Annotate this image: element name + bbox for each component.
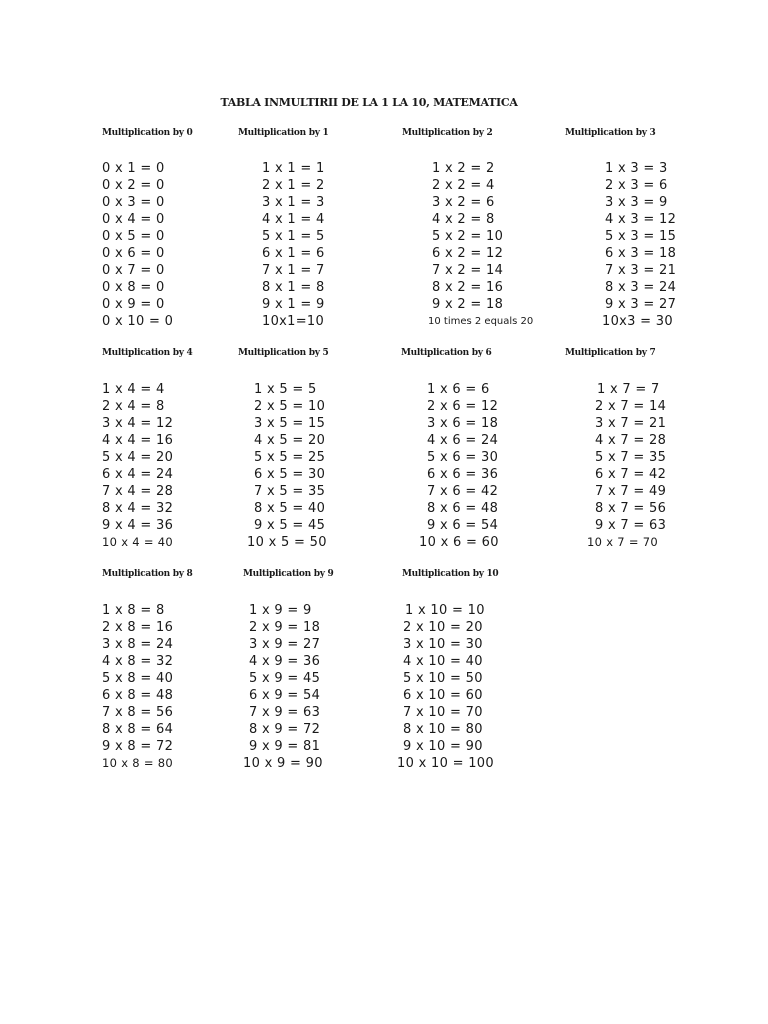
equation-row: 4 x 5 = 20 — [254, 433, 326, 448]
equation-list — [102, 381, 173, 551]
equation-row: 3 x 10 = 30 — [403, 637, 483, 652]
equation-row: 10 x 5 = 50 — [247, 535, 327, 550]
equation-row: 3 x 2 = 6 — [432, 195, 495, 210]
table-heading: Multiplication by 5 — [238, 348, 329, 358]
equation-row: 10 times 2 equals 20 — [428, 316, 534, 327]
equation-row: 5 x 9 = 45 — [249, 671, 321, 686]
equation-row: 7 x 3 = 21 — [605, 263, 677, 278]
equation-row: 9 x 4 = 36 — [102, 518, 174, 533]
equation-row: 2 x 1 = 2 — [262, 178, 325, 193]
table-heading: Multiplication by 9 — [243, 569, 334, 579]
equation-row: 1 x 4 = 4 — [102, 382, 165, 397]
equation-row: 2 x 4 = 8 — [102, 399, 165, 414]
equation-row: 7 x 9 = 63 — [249, 705, 321, 720]
equation-row: 2 x 10 = 20 — [403, 620, 483, 635]
equation-row: 8 x 7 = 56 — [595, 501, 667, 516]
equation-row: 8 x 8 = 64 — [102, 722, 174, 737]
equation-row: 5 x 8 = 40 — [102, 671, 174, 686]
equation-row: 0 x 6 = 0 — [102, 246, 165, 261]
equation-list — [102, 602, 173, 772]
table-heading: Multiplication by 4 — [102, 348, 193, 358]
equation-row: 3 x 8 = 24 — [102, 637, 174, 652]
equation-row: 4 x 8 = 32 — [102, 654, 174, 669]
table-heading: Multiplication by 0 — [102, 128, 193, 138]
equation-row: 6 x 4 = 24 — [102, 467, 174, 482]
equation-row: 0 x 3 = 0 — [102, 195, 165, 210]
equation-row: 5 x 6 = 30 — [427, 450, 499, 465]
equation-row: 3 x 9 = 27 — [249, 637, 321, 652]
equation-row: 9 x 5 = 45 — [254, 518, 326, 533]
equation-row: 0 x 9 = 0 — [102, 297, 165, 312]
equation-row: 8 x 10 = 80 — [403, 722, 483, 737]
equation-row: 1 x 3 = 3 — [605, 161, 668, 176]
equation-row: 10x3 = 30 — [602, 314, 673, 329]
equation-row: 5 x 4 = 20 — [102, 450, 174, 465]
equation-row: 2 x 2 = 4 — [432, 178, 495, 193]
equation-row: 4 x 10 = 40 — [403, 654, 483, 669]
equation-row: 9 x 10 = 90 — [403, 739, 483, 754]
equation-row: 0 x 4 = 0 — [102, 212, 165, 227]
equation-row: 4 x 9 = 36 — [249, 654, 321, 669]
equation-row: 7 x 10 = 70 — [403, 705, 483, 720]
equation-row: 10 x 6 = 60 — [419, 535, 499, 550]
equation-row: 2 x 5 = 10 — [254, 399, 326, 414]
equation-row: 10x1=10 — [262, 314, 325, 329]
equation-row: 0 x 10 = 0 — [102, 314, 174, 329]
equation-row: 2 x 6 = 12 — [427, 399, 499, 414]
equation-list — [419, 381, 499, 551]
table-heading: Multiplication by 6 — [401, 348, 492, 358]
equation-row: 6 x 10 = 60 — [403, 688, 483, 703]
table-heading: Multiplication by 3 — [565, 128, 656, 138]
equation-row: 3 x 1 = 3 — [262, 195, 325, 210]
equation-row: 7 x 5 = 35 — [254, 484, 326, 499]
equation-row: 5 x 1 = 5 — [262, 229, 325, 244]
equation-row: 6 x 9 = 54 — [249, 688, 321, 703]
equation-row: 0 x 2 = 0 — [102, 178, 165, 193]
equation-row: 8 x 3 = 24 — [605, 280, 677, 295]
equation-row: 9 x 6 = 54 — [427, 518, 499, 533]
equation-row: 1 x 6 = 6 — [427, 382, 490, 397]
equation-row: 10 x 9 = 90 — [243, 756, 323, 771]
equation-row: 9 x 8 = 72 — [102, 739, 174, 754]
equation-list — [587, 381, 667, 551]
equation-row: 7 x 2 = 14 — [432, 263, 504, 278]
equation-row: 2 x 8 = 16 — [102, 620, 174, 635]
equation-row: 2 x 9 = 18 — [249, 620, 321, 635]
equation-row: 0 x 5 = 0 — [102, 229, 165, 244]
equation-row: 9 x 7 = 63 — [595, 518, 667, 533]
table-heading: Multiplication by 7 — [565, 348, 656, 358]
equation-row: 3 x 6 = 18 — [427, 416, 499, 431]
table-heading: Multiplication by 1 — [238, 128, 329, 138]
equation-row: 7 x 4 = 28 — [102, 484, 174, 499]
equation-row: 9 x 3 = 27 — [605, 297, 677, 312]
equation-row: 5 x 10 = 50 — [403, 671, 483, 686]
equation-row: 4 x 6 = 24 — [427, 433, 499, 448]
equation-row: 2 x 7 = 14 — [595, 399, 667, 414]
table-heading: Multiplication by 10 — [402, 569, 499, 579]
table-heading: Multiplication by 8 — [102, 569, 193, 579]
equation-list — [243, 602, 323, 772]
equation-row: 9 x 1 = 9 — [262, 297, 325, 312]
equation-row: 1 x 9 = 9 — [249, 603, 312, 618]
equation-row: 3 x 7 = 21 — [595, 416, 667, 431]
equation-row: 7 x 8 = 56 — [102, 705, 174, 720]
equation-row: 1 x 8 = 8 — [102, 603, 165, 618]
equation-row: 0 x 7 = 0 — [102, 263, 165, 278]
equation-row: 5 x 5 = 25 — [254, 450, 326, 465]
equation-row: 1 x 2 = 2 — [432, 161, 495, 176]
equation-row: 9 x 2 = 18 — [432, 297, 504, 312]
equation-row: 0 x 8 = 0 — [102, 280, 165, 295]
equation-row: 6 x 6 = 36 — [427, 467, 499, 482]
equation-row: 6 x 1 = 6 — [262, 246, 325, 261]
equation-row: 10 x 8 = 80 — [102, 756, 173, 770]
equation-list — [262, 160, 325, 330]
equation-row: 10 x 4 = 40 — [102, 535, 173, 549]
equation-row: 8 x 4 = 32 — [102, 501, 174, 516]
equation-row: 8 x 1 = 8 — [262, 280, 325, 295]
table-heading: Multiplication by 2 — [402, 128, 493, 138]
equation-row: 5 x 3 = 15 — [605, 229, 677, 244]
equation-row: 5 x 2 = 10 — [432, 229, 504, 244]
equation-row: 6 x 5 = 30 — [254, 467, 326, 482]
equation-row: 8 x 2 = 16 — [432, 280, 504, 295]
equation-row: 1 x 10 = 10 — [405, 603, 485, 618]
equation-row: 0 x 1 = 0 — [102, 161, 165, 176]
equation-row: 1 x 1 = 1 — [262, 161, 325, 176]
equation-row: 4 x 1 = 4 — [262, 212, 325, 227]
equation-row: 3 x 3 = 9 — [605, 195, 668, 210]
equation-list — [428, 160, 534, 330]
equation-row: 7 x 6 = 42 — [427, 484, 499, 499]
equation-list — [397, 602, 494, 772]
equation-list — [602, 160, 677, 330]
equation-row: 6 x 2 = 12 — [432, 246, 504, 261]
equation-row: 9 x 9 = 81 — [249, 739, 321, 754]
equation-row: 7 x 7 = 49 — [595, 484, 667, 499]
equation-row: 8 x 5 = 40 — [254, 501, 326, 516]
equation-row: 8 x 9 = 72 — [249, 722, 321, 737]
equation-list — [102, 160, 173, 330]
equation-row: 1 x 7 = 7 — [597, 382, 660, 397]
equation-row: 6 x 7 = 42 — [595, 467, 667, 482]
equation-row: 4 x 7 = 28 — [595, 433, 667, 448]
equation-row: 4 x 3 = 12 — [605, 212, 677, 227]
equation-row: 3 x 4 = 12 — [102, 416, 174, 431]
equation-row: 6 x 8 = 48 — [102, 688, 174, 703]
equation-row: 2 x 3 = 6 — [605, 178, 668, 193]
equation-row: 1 x 5 = 5 — [254, 382, 317, 397]
equation-row: 10 x 7 = 70 — [587, 535, 658, 549]
equation-row: 7 x 1 = 7 — [262, 263, 325, 278]
equation-row: 4 x 2 = 8 — [432, 212, 495, 227]
page-title: TABLA INMULTIRII DE LA 1 LA 10, MATEMATICA — [220, 96, 518, 109]
equation-row: 3 x 5 = 15 — [254, 416, 326, 431]
equation-row: 6 x 3 = 18 — [605, 246, 677, 261]
equation-row: 8 x 6 = 48 — [427, 501, 499, 516]
equation-row: 5 x 7 = 35 — [595, 450, 667, 465]
equation-list — [247, 381, 327, 551]
equation-row: 4 x 4 = 16 — [102, 433, 174, 448]
equation-row: 10 x 10 = 100 — [397, 756, 494, 771]
